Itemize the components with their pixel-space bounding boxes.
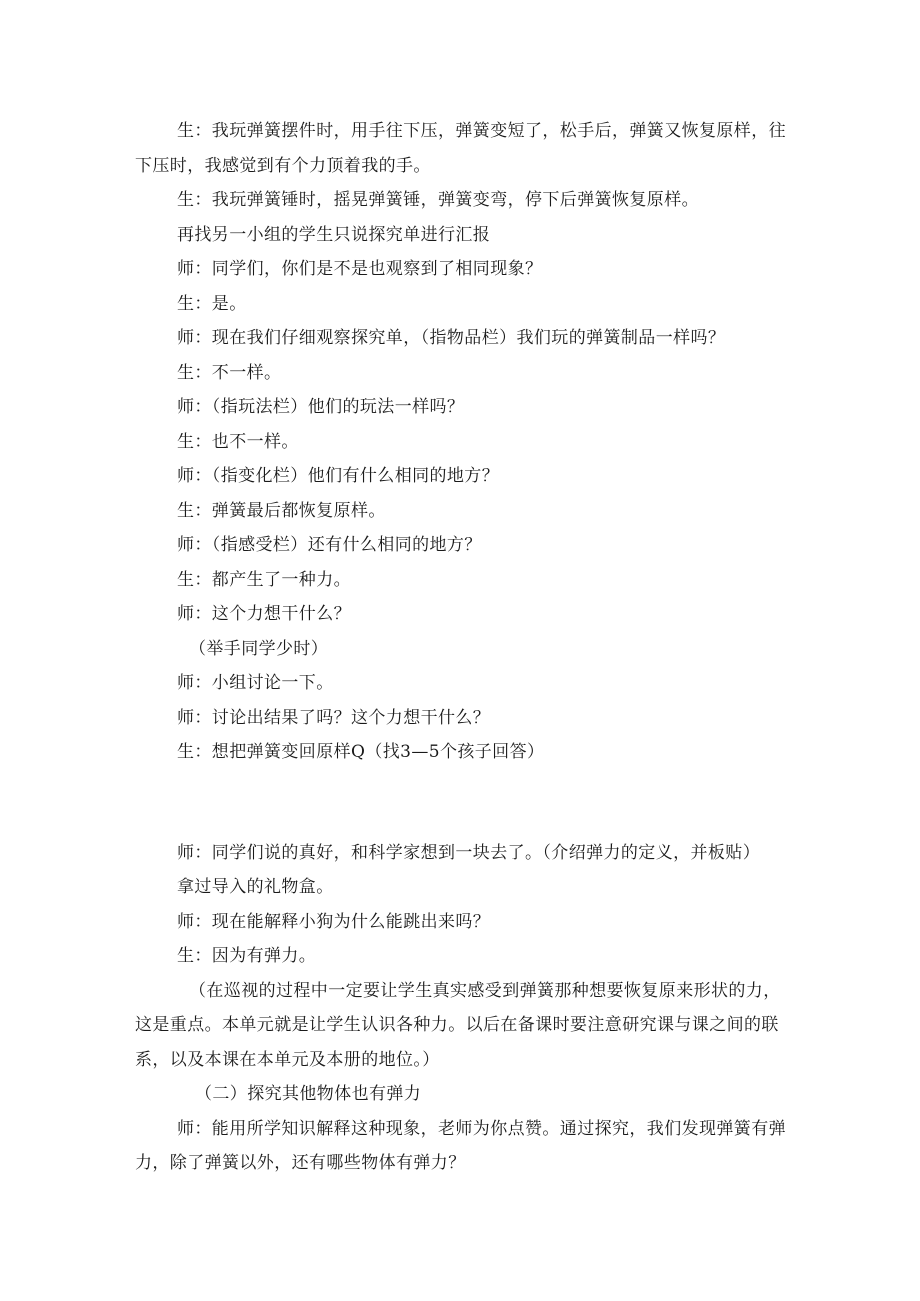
paragraph: 师：现在我们仔细观察探究单，（指物品栏）我们玩的弹簧制品一样吗？: [177, 328, 726, 348]
document-body: [135, 114, 790, 1181]
paragraph: 生：我玩弹簧摆件时，用手往下压，弹簧变短了，松手后，弹簧又恢复原样，往下压时，我感觉到有个力顶着我的手。: [135, 121, 786, 176]
paragraph: 师：同学们说的真好，和科学家想到一块去了。（介绍弹力的定义，并板贴）: [177, 842, 761, 863]
paragraph: 生：想把弹簧变回原样Q（找3—5个孩子回答）: [177, 742, 545, 762]
paragraph: 生：我玩弹簧锤时，摇晃弹簧锤，弹簧变弯，停下后弹簧恢复原样。: [177, 190, 699, 210]
paragraph: 生：弹簧最后都恢复原样。: [177, 500, 386, 521]
paragraph: （在巡视的过程中一定要让学生真实感受到弹簧那种想要恢复原来形状的力，这是重点。本单元就是让学生认识各种力。以后在备课时要注意研究课与课之间的联系，以及本课在本单元及本册的地位。）: [135, 980, 781, 1070]
paragraph: 师：同学们，你们是不是也观察到了相同现象？: [177, 259, 543, 279]
paragraph: 师：（指玩法栏）他们的玩法一样吗？: [177, 397, 465, 417]
paragraph: 生：是。: [177, 293, 247, 314]
paragraph: 师：这个力想干什么？: [177, 604, 351, 624]
paragraph: 师：能用所学知识解释这种现象，老师为你点赞。通过探究，我们发现弹簧有弹力，除了弹簧以外，还有哪些物体有弹力？: [135, 1118, 786, 1173]
blank-line: [135, 786, 790, 820]
paragraph: 再找另一小组的学生只说探究单进行汇报: [177, 224, 491, 245]
paragraph: 拿过导入的礼物盒。: [177, 877, 334, 897]
paragraph: 生：因为有弹力。: [177, 946, 317, 966]
paragraph: 师：（指感受栏）还有什么相同的地方？: [177, 535, 482, 555]
paragraph: 师：小组讨论一下。: [177, 673, 334, 693]
paragraph: 师：讨论出结果了吗？这个力想干什么？: [177, 707, 491, 728]
paragraph: 生：不一样。: [177, 362, 282, 383]
paragraph: 生：都产生了一种力。: [177, 569, 351, 590]
paragraph: 师：现在能解释小狗为什么能跳出来吗？: [177, 911, 491, 932]
paragraph: （举手同学少时）: [189, 638, 329, 659]
paragraph: （二）探究其他物体也有弹力: [195, 1084, 422, 1104]
paragraph: 生：也不一样。: [177, 431, 299, 452]
paragraph: 师：（指变化栏）他们有什么相同的地方？: [177, 466, 500, 486]
